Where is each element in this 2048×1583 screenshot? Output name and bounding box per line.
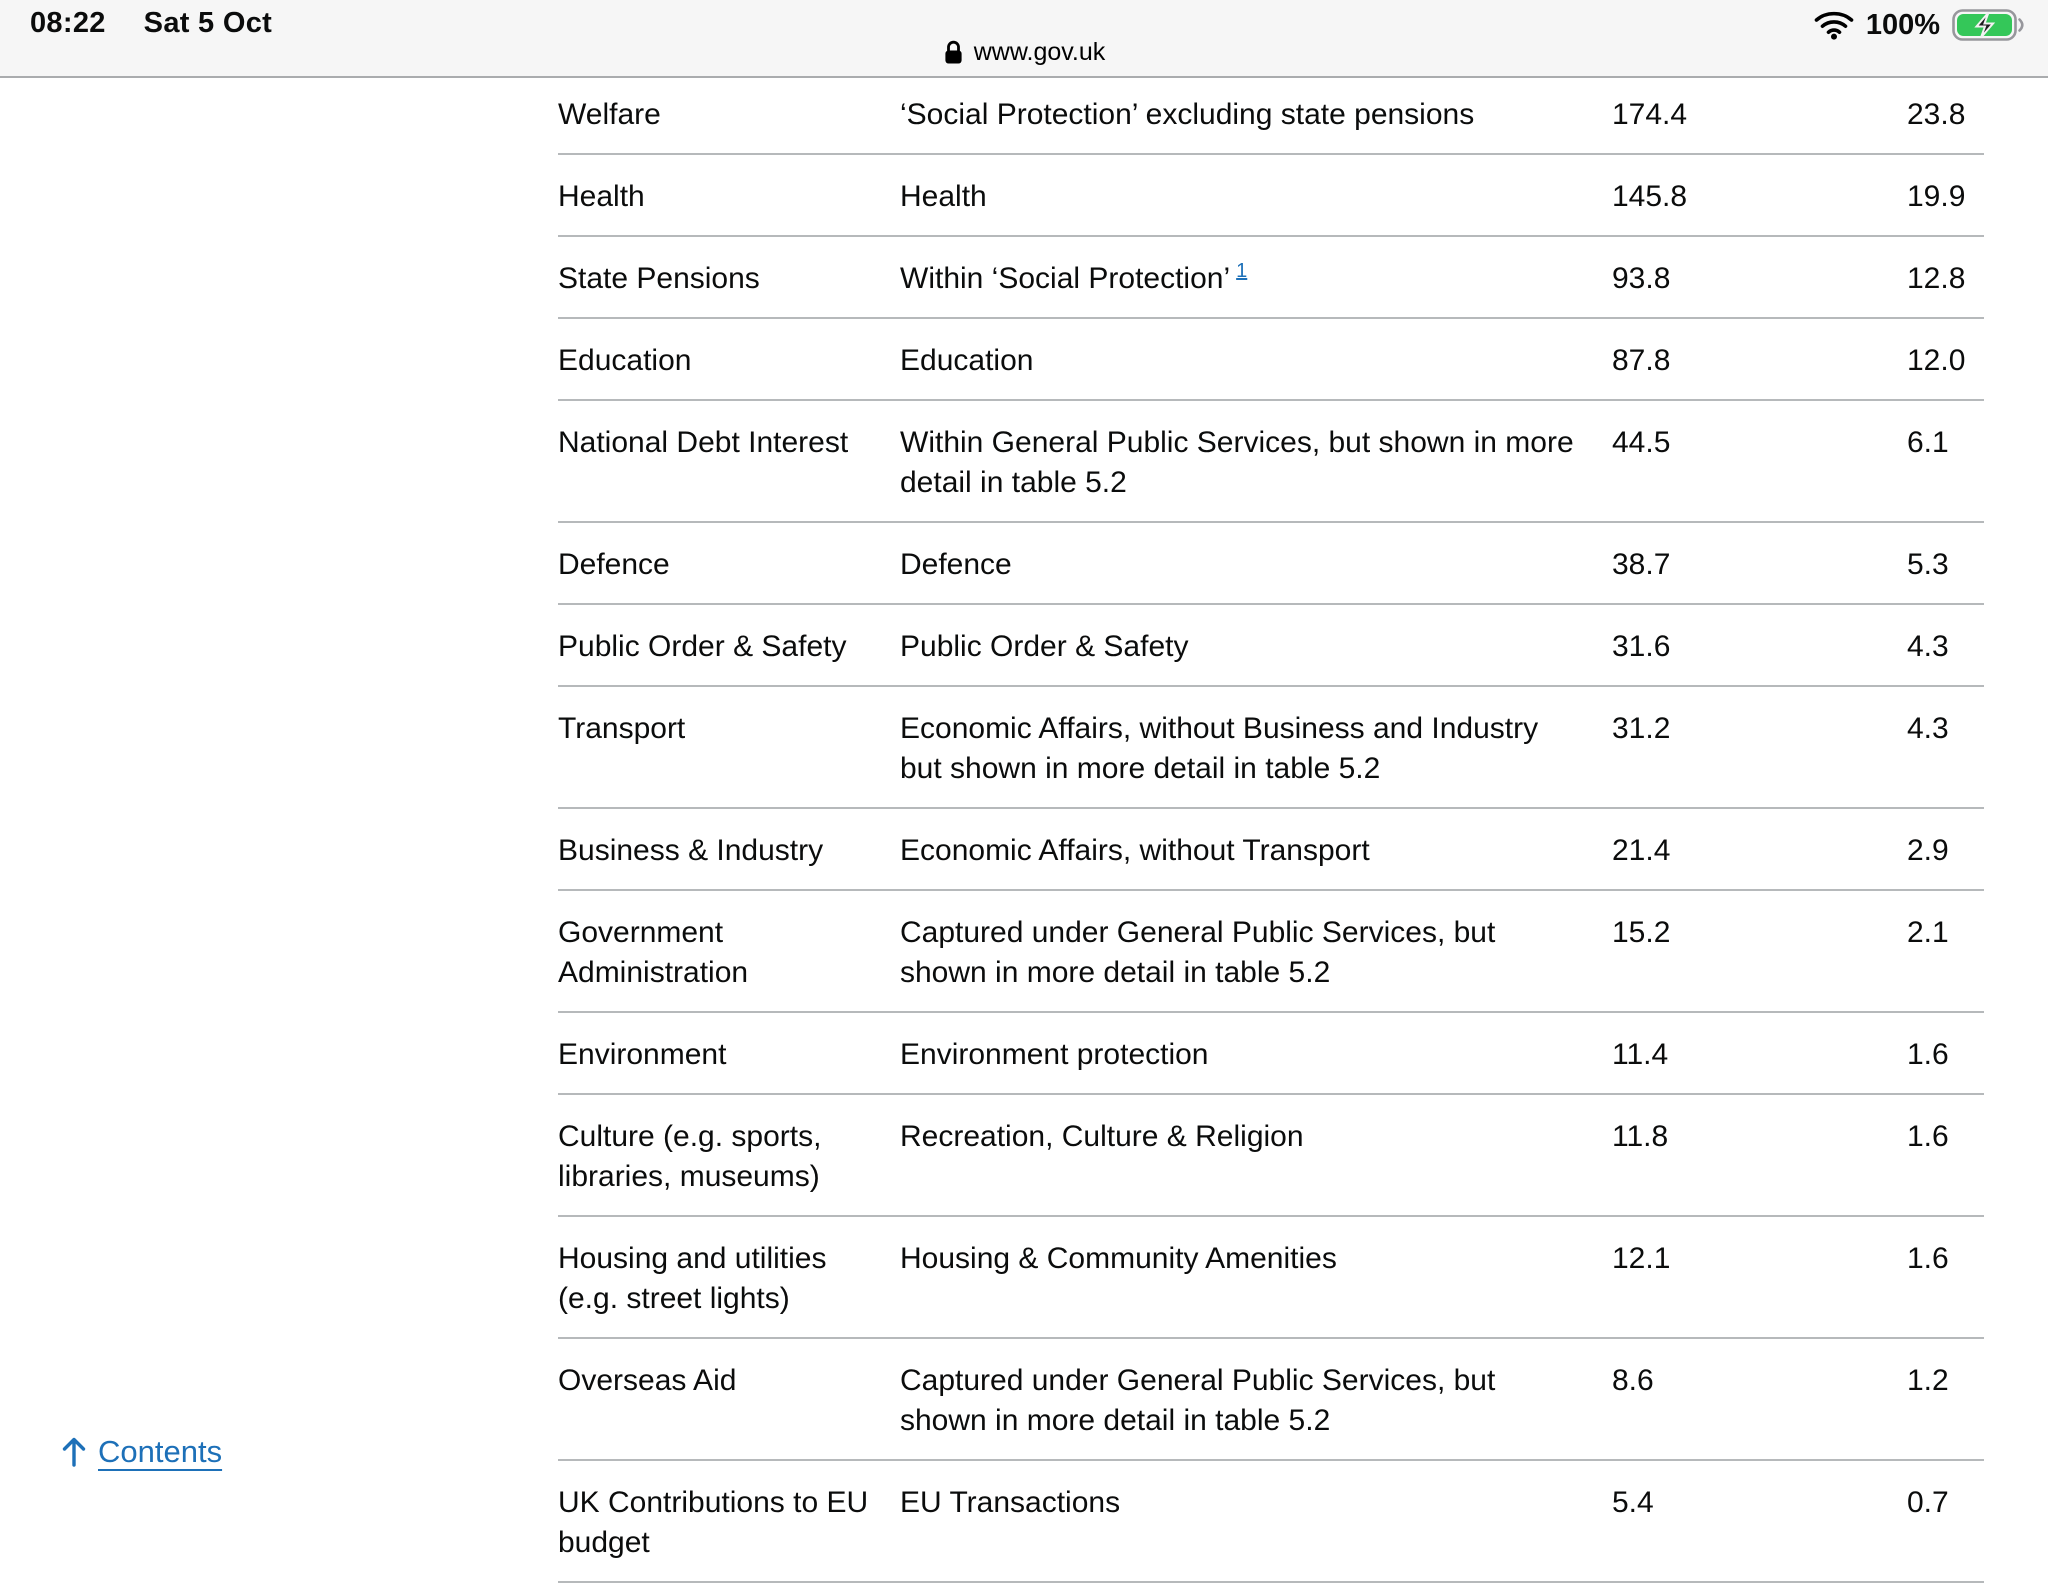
cell-description: Education <box>900 344 1034 377</box>
cell-category: Education <box>558 344 692 377</box>
safari-toolbar <box>0 0 2048 78</box>
contents-label: Contents <box>98 1434 223 1469</box>
table-row <box>558 319 1984 401</box>
cell-description: EU Transactions <box>900 1486 1121 1519</box>
cell-amount: 44.5 <box>1612 426 1671 459</box>
url-text: www.gov.uk <box>973 37 1106 66</box>
cell-description: Within ‘Social Protection’ $^1$ <box>900 260 1248 295</box>
cell-amount: 31.6 <box>1612 630 1671 663</box>
wifi-icon <box>1814 10 1854 40</box>
cell-description: Economic Affairs, without Business and Industry but shown in more detail in table 5.2 <box>900 712 1539 785</box>
cell-percent: 23.8 <box>1907 98 1966 131</box>
cell-amount: 145.8 <box>1612 180 1688 213</box>
cell-category: Housing and utilities (e.g. street lights) <box>558 1242 827 1315</box>
cell-category: UK Contributions to EU budget <box>558 1486 869 1559</box>
cell-description: Captured under General Public Services, but shown in more detail in table 5.2 <box>900 1364 1496 1437</box>
contents-link[interactable] <box>60 1434 222 1470</box>
table-row <box>558 73 1984 155</box>
cell-category: Welfare <box>558 98 661 131</box>
cell-description: Recreation, Culture & Religion <box>900 1120 1304 1153</box>
cell-description: Environment protection <box>900 1038 1209 1071</box>
cell-percent: 4.3 <box>1907 712 1949 745</box>
cell-description: Housing & Community Amenities <box>900 1242 1337 1275</box>
cell-percent: 1.6 <box>1907 1242 1949 1275</box>
cell-description: Public Order & Safety <box>900 630 1189 663</box>
cell-amount: 5.4 <box>1612 1486 1654 1519</box>
cell-percent: 2.9 <box>1907 834 1949 867</box>
cell-amount: 31.2 <box>1612 712 1671 745</box>
cell-percent: 0.7 <box>1907 1486 1949 1519</box>
cell-percent: 1.6 <box>1907 1038 1949 1071</box>
status-date: Sat 5 Oct <box>143 7 273 39</box>
table-row <box>558 891 1984 1013</box>
table-row <box>558 237 1984 319</box>
cell-amount: 21.4 <box>1612 834 1671 867</box>
cell-amount: 15.2 <box>1612 916 1671 949</box>
cell-amount: 11.4 <box>1612 1038 1669 1071</box>
table-row <box>558 401 1984 523</box>
cell-category: Government Administration <box>558 916 749 989</box>
cell-amount: 11.8 <box>1612 1120 1669 1153</box>
cell-percent: 1.2 <box>1907 1364 1949 1397</box>
table-row <box>558 1339 1984 1461</box>
table-row <box>558 155 1984 237</box>
cell-category: Overseas Aid <box>558 1364 737 1397</box>
table-row <box>558 1095 1984 1217</box>
cell-amount: 174.4 <box>1612 98 1688 131</box>
cell-description: ‘Social Protection’ excluding state pensions <box>900 98 1475 131</box>
table-row <box>558 1217 1984 1339</box>
battery-charging-icon <box>1952 7 2028 43</box>
cell-category: State Pensions <box>558 262 760 295</box>
footnote-link[interactable]: 1 <box>1236 260 1248 282</box>
lock-icon <box>943 39 964 66</box>
cell-percent: 12.8 <box>1907 262 1966 295</box>
cell-category: Culture (e.g. sports, libraries, museums) <box>558 1120 822 1193</box>
cell-description: Economic Affairs, without Transport <box>900 834 1370 867</box>
cell-category: Business & Industry <box>558 834 824 867</box>
status-bar-right <box>1814 7 2028 43</box>
status-time: 08:22 <box>30 7 106 39</box>
cell-category: Defence <box>558 548 670 581</box>
cell-category: Health <box>558 180 645 213</box>
cell-category: Environment <box>558 1038 727 1071</box>
cell-description: Captured under General Public Services, but shown in more detail in table 5.2 <box>900 916 1496 989</box>
cell-percent: 4.3 <box>1907 630 1949 663</box>
cell-amount: 12.1 <box>1612 1242 1671 1275</box>
cell-amount: 8.6 <box>1612 1364 1654 1397</box>
cell-amount: 87.8 <box>1612 344 1671 377</box>
address-bar[interactable] <box>0 34 2048 70</box>
table-row <box>558 605 1984 687</box>
table-row <box>558 809 1984 891</box>
cell-percent: 19.9 <box>1907 180 1966 213</box>
cell-category: Public Order & Safety <box>558 630 847 663</box>
spending-table <box>558 73 1984 1583</box>
table-row <box>558 687 1984 809</box>
table-row <box>558 523 1984 605</box>
cell-category: Transport <box>558 712 686 745</box>
battery-percent: 100% <box>1865 8 1940 41</box>
cell-percent: 12.0 <box>1907 344 1966 377</box>
cell-percent: 2.1 <box>1907 916 1949 949</box>
cell-description: Health <box>900 180 987 213</box>
cell-amount: 38.7 <box>1612 548 1671 581</box>
cell-percent: 6.1 <box>1907 426 1949 459</box>
cell-description: Defence <box>900 548 1012 581</box>
up-arrow-icon <box>60 1436 88 1468</box>
cell-amount: 93.8 <box>1612 262 1671 295</box>
table-row <box>558 1013 1984 1095</box>
cell-category: National Debt Interest <box>558 426 849 459</box>
table-row <box>558 1461 1984 1583</box>
cell-percent: 5.3 <box>1907 548 1949 581</box>
cell-description: Within General Public Services, but shown in more detail in table 5.2 <box>900 426 1574 499</box>
cell-percent: 1.6 <box>1907 1120 1949 1153</box>
